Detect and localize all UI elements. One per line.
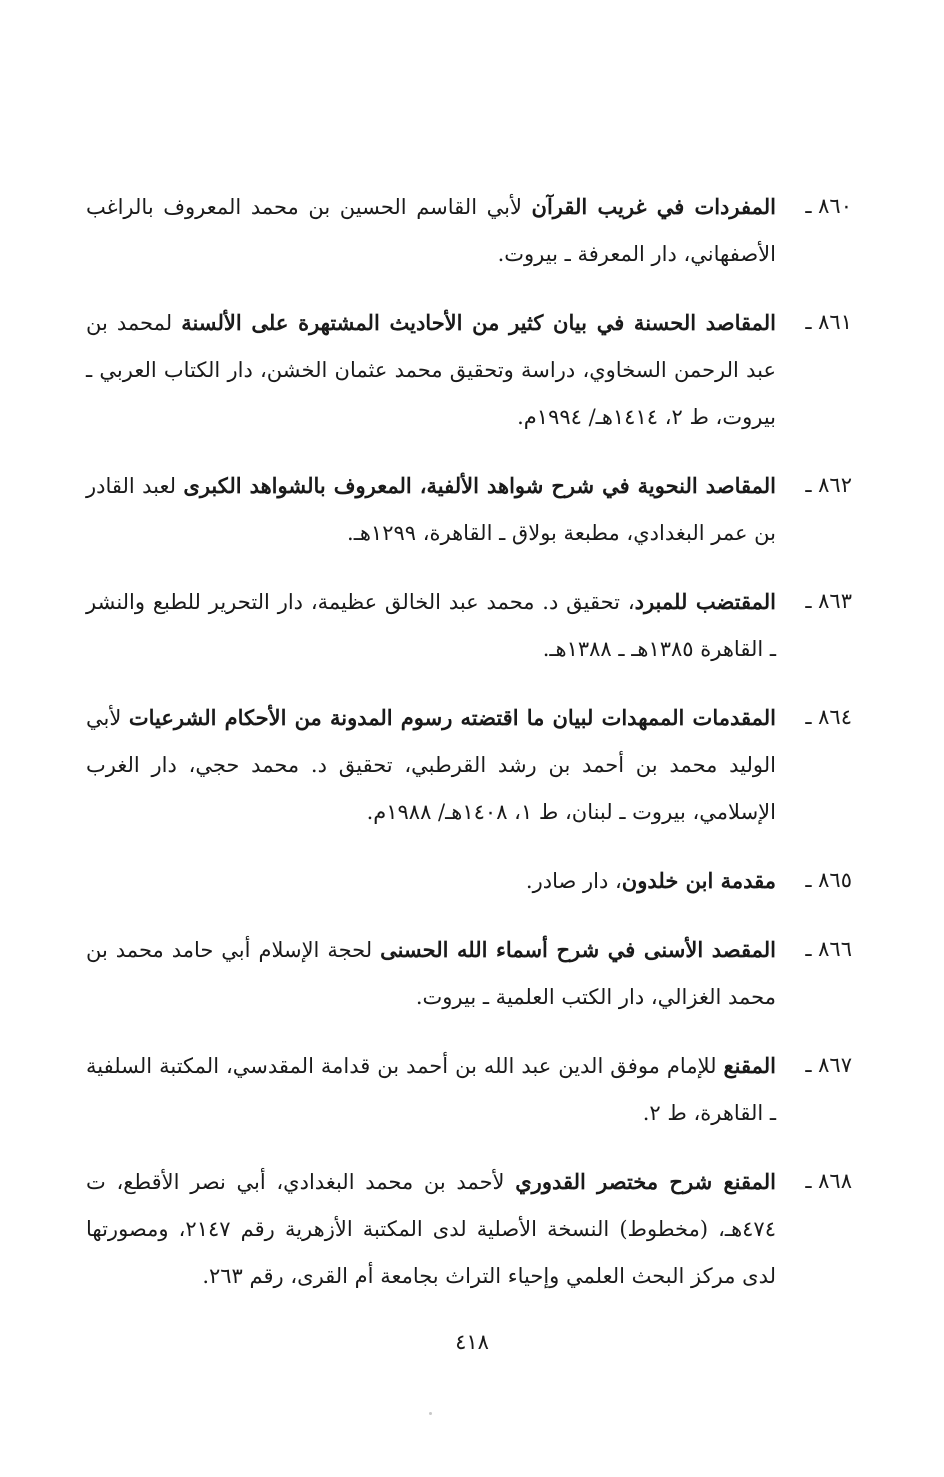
entry-title: المقتضب للمبرد (634, 589, 776, 614)
page-number: ٤١٨ (455, 1330, 489, 1354)
entry-details: لأحمد بن محمد البغدادي، أبي نصر الأقطع، ت ٤٧٤هـ، (مخطوط) النسخة الأصلية لدى المكتبة الأزهرية رقم ٢١٤٧، ومصورتها لدى مركز البحث العلمي وإحياء التراث بجامعة أم القرى، رقم ٢٦٣. (86, 1170, 776, 1288)
entry-number: ٨٦٥ ـ (805, 868, 852, 892)
entry-title: مقدمة ابن خلدون (621, 868, 776, 893)
bibliography-entry (86, 462, 852, 557)
entry-details: ، دار صادر. (525, 869, 622, 893)
bibliography-entry (86, 1158, 852, 1300)
entry-number: ٨٦٦ ـ (805, 937, 852, 961)
bibliography-entry (86, 694, 852, 836)
bibliography-list (86, 162, 852, 1306)
entry-number: ٨٦٤ ـ (805, 705, 852, 729)
bibliography-entry (86, 857, 852, 905)
bibliography-entry (86, 926, 852, 1021)
entry-title: المقنع شرح مختصر القدوري (515, 1169, 777, 1194)
entry-number: ٨٦١ ـ (805, 310, 852, 334)
entry-details: لأبي القاسم الحسين بن محمد المعروف بالراغب الأصفهاني، دار المعرفة ـ بيروت. (86, 195, 776, 266)
entry-title: المقصد الأسنى في شرح أسماء الله الحسنى (380, 937, 776, 962)
entry-details: لعبد القادر بن عمر البغدادي، مطبعة بولاق ـ القاهرة، ١٢٩٩هـ. (86, 474, 776, 545)
entry-title: المقدمات الممهدات لبيان ما اقتضته رسوم المدونة من الأحكام الشرعيات (128, 705, 776, 730)
bibliography-entry (86, 578, 852, 673)
entry-title: المقاصد الحسنة في بيان كثير من الأحاديث المشتهرة على الألسنة (181, 310, 776, 335)
entry-details: ، تحقيق د. محمد عبد الخالق عظيمة، دار التحرير للطبع والنشر ـ القاهرة ١٣٨٥هـ ـ ١٣٨٨هـ. (86, 590, 776, 661)
entry-details: لمحمد بن عبد الرحمن السخاوي، دراسة وتحقيق محمد عثمان الخشن، دار الكتاب العربي ـ بيروت، ط ٢، ١٤١٤هـ/ ١٩٩٤م. (86, 311, 776, 429)
entry-details: لحجة الإسلام أبي حامد محمد بن محمد الغزالي، دار الكتب العلمية ـ بيروت. (86, 938, 776, 1009)
entry-title: المقاصد النحوية في شرح شواهد الألفية، المعروف بالشواهد الكبرى (183, 473, 776, 498)
entry-number: ٨٦٧ ـ (805, 1053, 852, 1077)
entry-number: ٨٦٢ ـ (805, 473, 852, 497)
bibliography-entry (86, 299, 852, 441)
entry-number: ٨٦٣ ـ (805, 589, 852, 613)
scan-speck (429, 1412, 432, 1415)
entry-details: للإمام موفق الدين عبد الله بن أحمد بن قدامة المقدسي، المكتبة السلفية ـ القاهرة، ط ٢. (86, 1054, 776, 1125)
bibliography-entry (86, 1042, 852, 1137)
entry-number: ٨٦٨ ـ (805, 1169, 852, 1193)
entry-details: لأبي الوليد محمد بن أحمد بن رشد القرطبي، تحقيق د. محمد حجي، دار الغرب الإسلامي، بيروت ـ لبنان، ط ١، ١٤٠٨هـ/ ١٩٨٨م. (86, 706, 776, 824)
entry-title: المفردات في غريب القرآن (531, 194, 776, 219)
entry-number: ٨٦٠ ـ (805, 194, 852, 218)
bibliography-entry (86, 183, 852, 278)
entry-title: المقنع (723, 1053, 776, 1078)
